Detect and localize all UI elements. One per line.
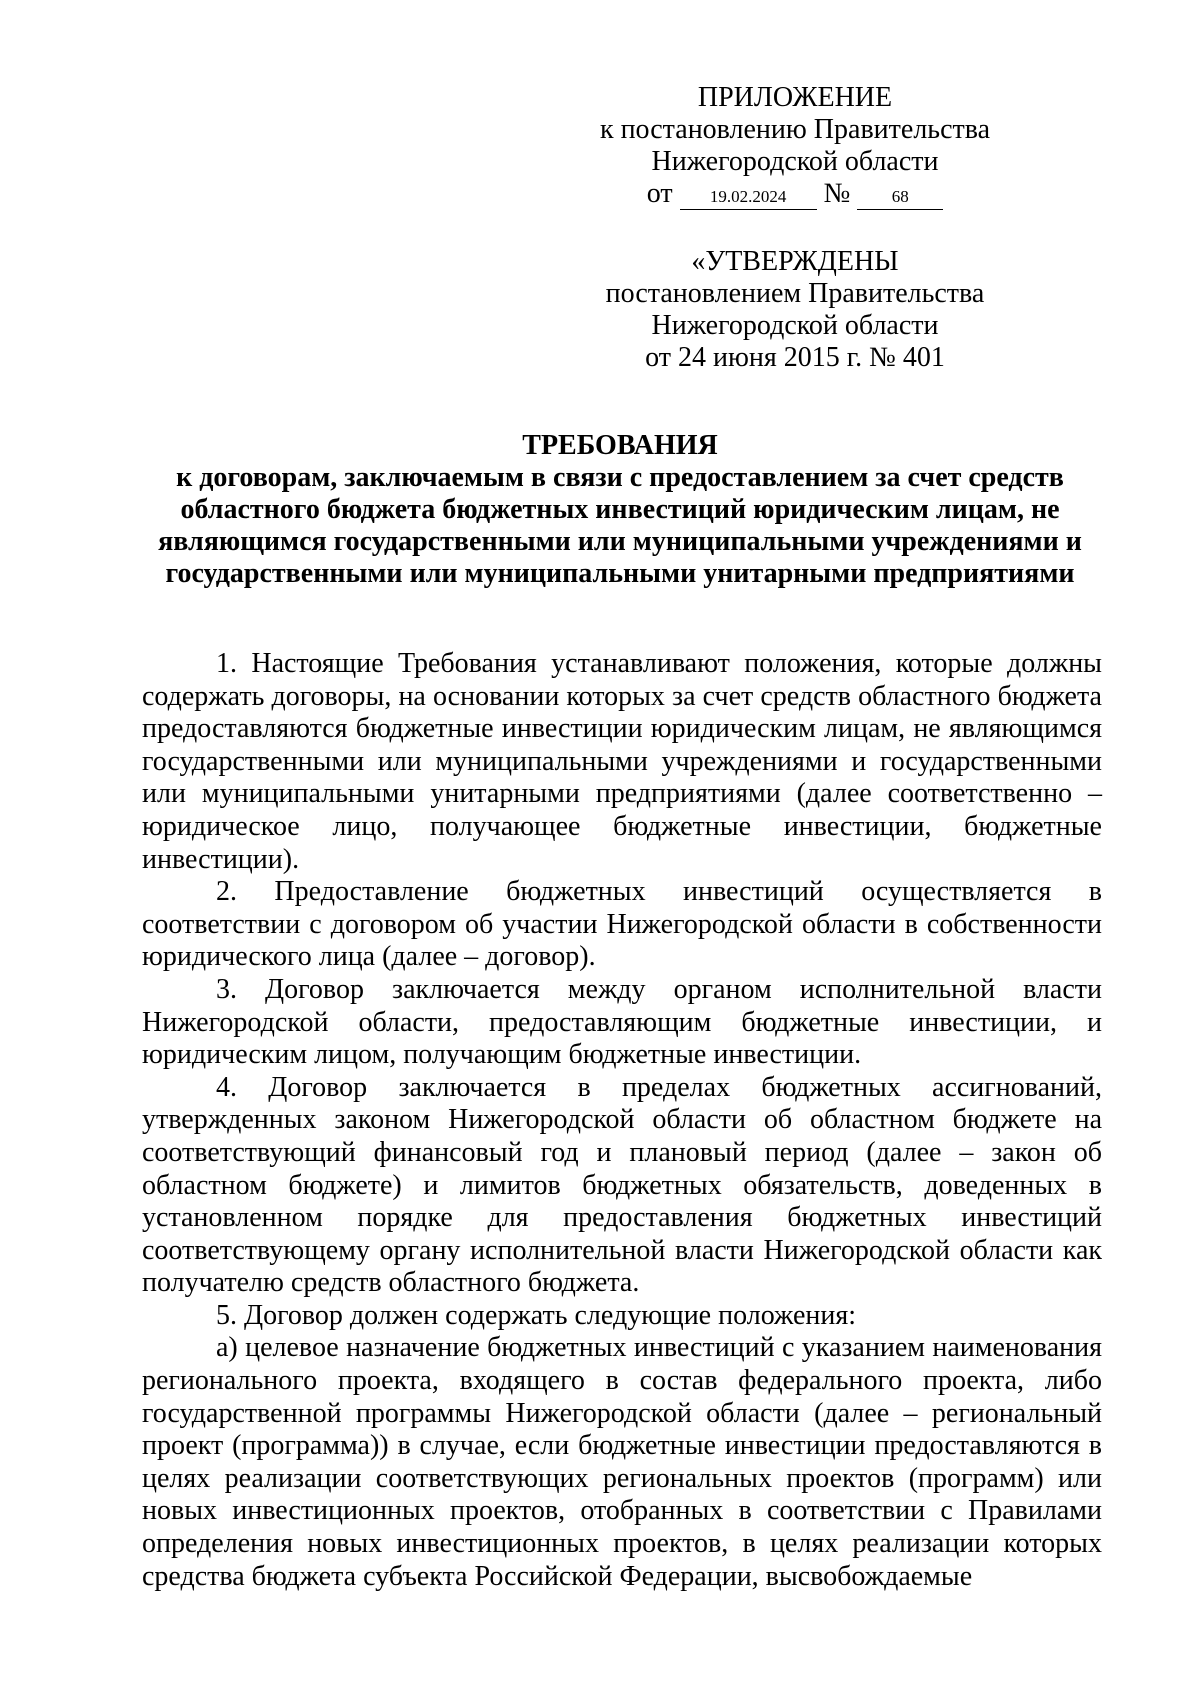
annex-heading: ПРИЛОЖЕНИЕ <box>697 82 893 113</box>
document-body <box>142 648 1102 1593</box>
annex-date-line <box>560 178 1030 210</box>
paragraph-3: 3. Договор заключается между органом исполнительной власти Нижегородской области, предоставляющим бюджетные инвестиции, и юридическим лицом, получающим бюджетные инвестиции. <box>142 973 1102 1071</box>
approved-line-region: Нижегородской области <box>651 310 939 341</box>
title-line-1: к договорам, заключаемым в связи с предоставлением за счет средств <box>176 462 1064 493</box>
paragraph-5: 5. Договор должен содержать следующие положения: <box>216 1299 857 1331</box>
paragraph-2: 2. Предоставление бюджетных инвестиций осуществляется в соответствии с договором об участии Нижегородской области в собственности юридического лица (далее – договор). <box>142 876 1102 973</box>
annex-line-region: Нижегородской области <box>651 146 939 177</box>
annex-line-decree: к постановлению Правительства <box>599 114 991 145</box>
annex-date-value: 19.02.2024 <box>680 185 817 210</box>
document-title <box>140 430 1100 590</box>
annex-number-sign: № <box>823 178 851 209</box>
paragraph-5a: а) целевое назначение бюджетных инвестиций с указанием наименования регионального проекта, входящего в состав федерального проекта, либо государственной программы Нижегородской области (далее – региональный проект (программа)) в случае, если бюджетные инвестиции предоставляются в целях реализации соответствующих региональных проектов (программ) или новых инвестиционных проектов, отобранных в соответствии с Правилами определения новых инвестиционных проектов, в целях реализации которых средства бюджета субъекта Российской Федерации, высвобождаемые <box>142 1332 1102 1592</box>
paragraph-1: 1. Настоящие Требования устанавливают положения, которые должны содержать договоры, на основании которых за счет средств областного бюджета предоставляются бюджетные инвестиции юридическим лицам, не являющимся государственными или муниципальными учреждениями и государственными или муниципальными унитарными предприятиями (далее соответственно – юридическое лицо, получающее бюджетные инвестиции, бюджетные инвестиции). <box>142 648 1102 875</box>
annex-number-value: 68 <box>857 185 943 210</box>
annex-block <box>560 82 1030 210</box>
title-line-3: являющимся государственными или муниципальными учреждениями и <box>158 526 1082 557</box>
paragraph-4: 4. Договор заключается в пределах бюджетных ассигнований, утвержденных законом Нижегородской области об областном бюджете на соответствующий финансовый год и плановый период (далее – закон об областном бюджете) и лимитов бюджетных обязательств, доведенных в установленном порядке для предоставления бюджетных инвестиций соответствующему органу исполнительной власти Нижегородской области как получателю средств областного бюджета. <box>142 1071 1102 1299</box>
title-heading: ТРЕБОВАНИЯ <box>522 430 718 461</box>
approved-block <box>560 246 1030 374</box>
title-line-4: государственными или муниципальными унитарными предприятиями <box>165 558 1075 589</box>
approved-line-date: от 24 июня 2015 г. № 401 <box>645 342 945 373</box>
approved-heading: «УТВЕРЖДЕНЫ <box>691 246 899 277</box>
annex-date-prefix: от <box>646 178 673 209</box>
title-line-2: областного бюджета бюджетных инвестиций юридическим лицам, не <box>180 494 1060 525</box>
approved-line-decree: постановлением Правительства <box>605 278 985 309</box>
